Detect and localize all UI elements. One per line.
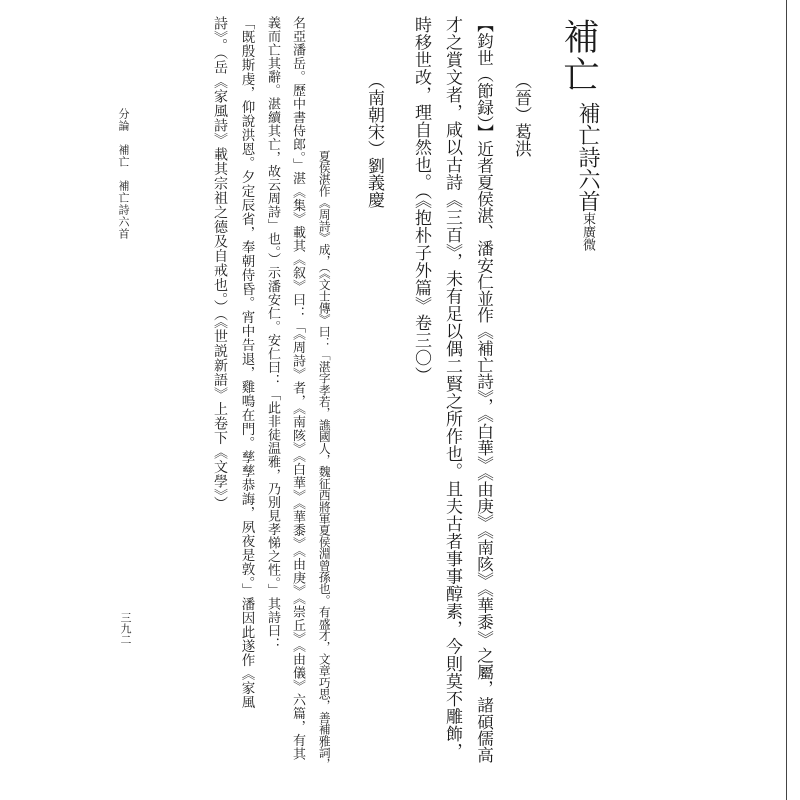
section-title: 補亡 [558,18,599,94]
entry2-line-1: 夏侯湛作《周詩》成，（《文士傳》曰：「湛字孝若，譙國人，魏征西將軍夏侯淵曾孫也。有盛才，文章巧思，善補雅詞， [317,150,332,771]
entry1-line-3: 時移世改，理自然也。（《抱朴子外篇》卷三〇） [411,16,431,384]
entry2-line-5: 詩》。（岳《家風詩》載其宗祖之德及自戒也。）（《世説新語》上卷下《文學》） [212,16,228,511]
page-number: 三九二 [119,612,132,645]
poem-author: 束廣微 [580,212,595,251]
entry2-line-4: 「既殷斯虔，仰說洪恩。夕定辰省，奉朝侍昏。宵中告退，雞鳴在門。孳孳恭誨，夙夜是敦。」潘因此遂作《家風 [238,16,255,710]
poem-title [576,102,598,251]
entry1-line-2: 才之賞文者，咸以古詩《三百》，未有足以偶二賢之所作也。且夫古者事事醇素，今則莫不雕飾， [442,16,462,760]
running-head: 分論 補亡 補亡詩六首 [117,108,130,240]
entry1-author: （晉）葛洪 [511,72,531,157]
poem-title-main: 補亡詩六首 [575,102,600,212]
entry1-line-1: 【鈞世（節録）】近者夏侯湛、潘安仁並作《補亡詩》，《白華》《由庚》《南陔》《華黍》之屬，諸碩儒高 [474,16,494,763]
entry2-author: （南朝宋）劉義慶 [364,72,384,208]
entry2-line-3: 義而亡其辭。湛續其亡，故云周詩」也。）示潘安仁。安仁曰：「此非徒温雅，乃別見孝悌之性。」其詩曰： [265,16,280,651]
page-border-line [786,0,787,800]
entry2-line-2: 名亞潘岳。歷中書侍郎。」湛《集》載其《叙》曰：「《周詩》者，《南陔》《白華》《華黍》《由庚》《崇丘》《由儀》六篇，有其 [290,16,305,761]
